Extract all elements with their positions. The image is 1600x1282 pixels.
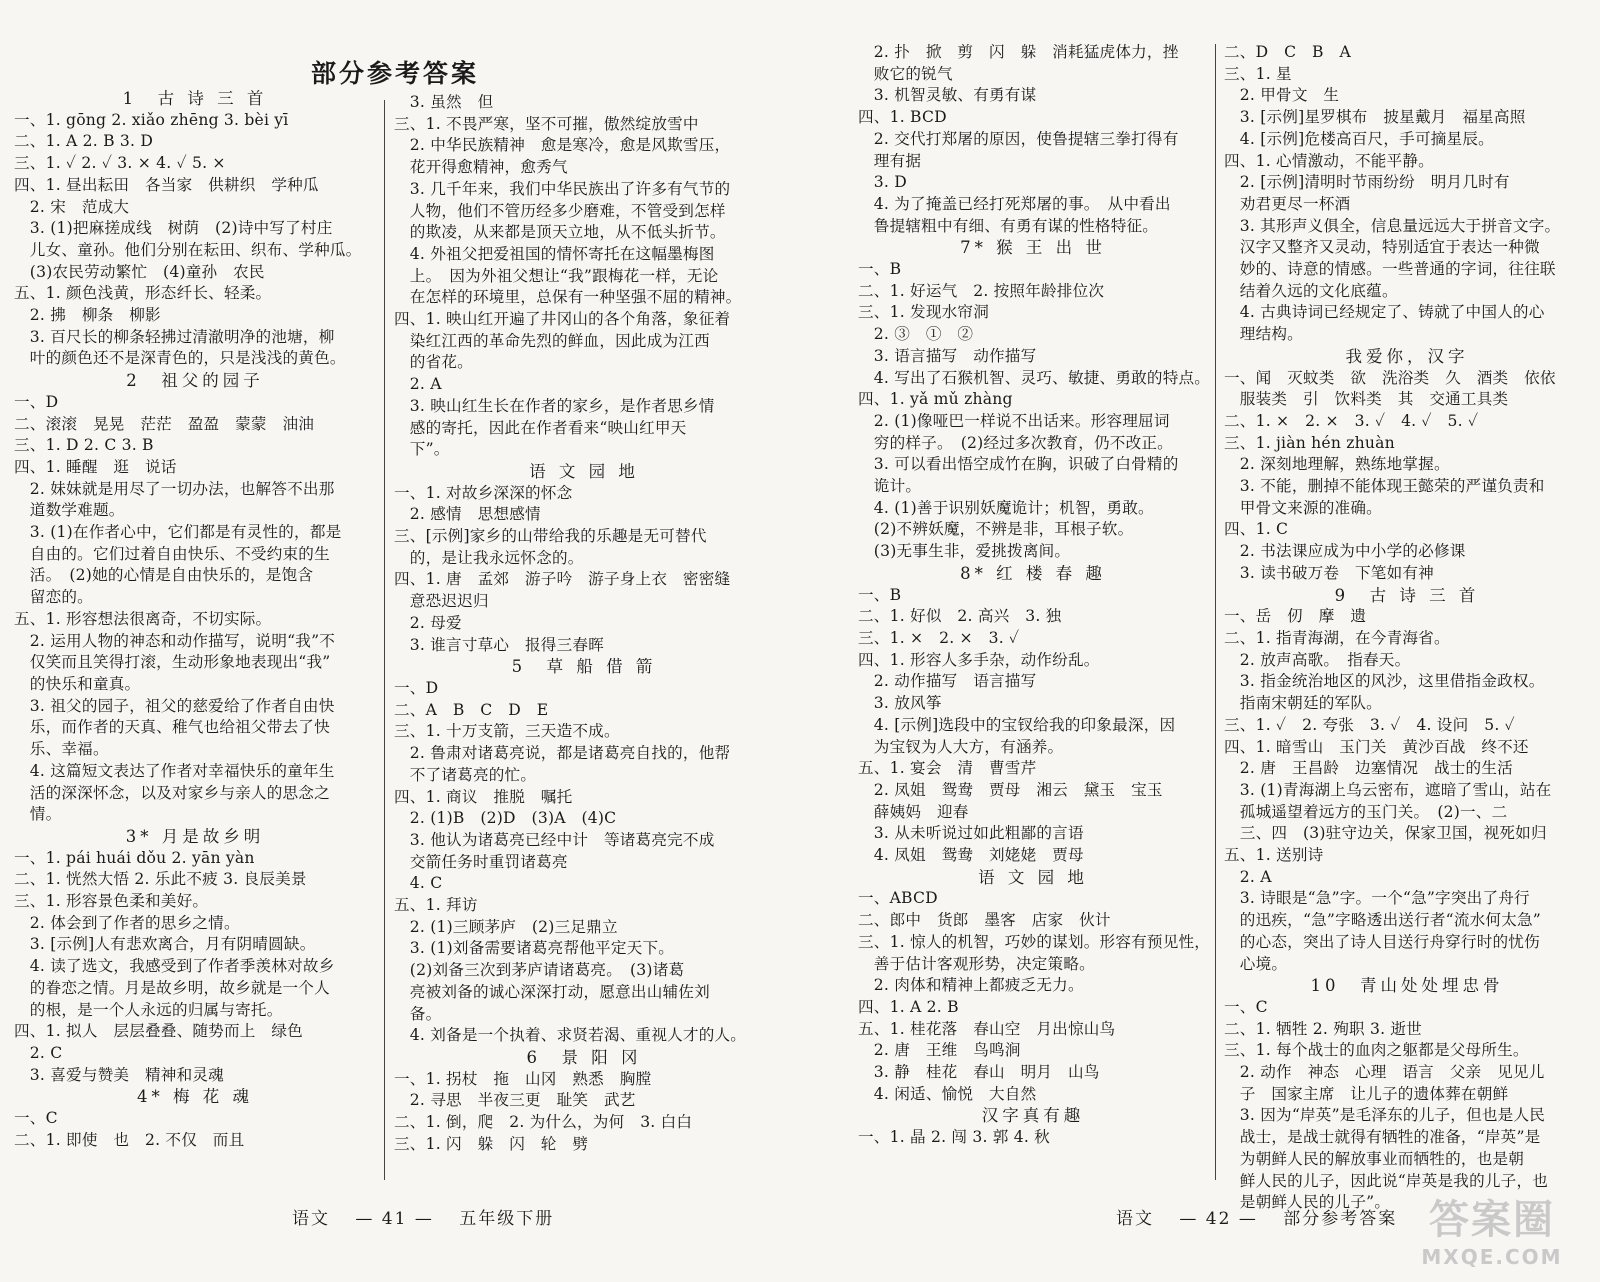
right-page [810, 0, 1600, 1282]
answer-line: 的欺凌，从来都是顶天立地，从不低头折节。 [394, 223, 726, 242]
answer-line: 3. 指金统治地区的风沙，这里借指金政权。 [1224, 672, 1545, 691]
answer-line: 服装类 引 饮料类 其 交通工具类 [1224, 390, 1509, 409]
answer-line: 3. 几千年来，我们中华民族出了许多有气节的 [394, 179, 731, 198]
answer-line: 2. 宋 范成大 [14, 197, 130, 216]
answer-line: 2. [示例]清明时节雨纷纷 明月几时有 [1224, 173, 1510, 192]
answer-line: 的省花。 [394, 353, 473, 372]
answer-line: 四、1. 暗雪山 玉门关 黄沙百战 终不还 [1224, 737, 1529, 756]
answer-line: 的根，是一个人永远的归属与寄托。 [14, 1000, 283, 1019]
section-heading: 4* 梅 花 魂 [137, 1087, 253, 1107]
answer-line: 四、1. 心情激动，不能平静。 [1224, 151, 1434, 170]
answer-line: 四、1. 昼出耘田 各当家 供耕织 学种瓜 [14, 175, 319, 194]
answer-line: 四、1. 商议 推脱 嘱托 [394, 787, 573, 806]
answer-line: 感的寄托，因此在作者看来“映山红甲天 [394, 418, 687, 437]
answer-line: 备。 [394, 1004, 442, 1023]
section-heading: 语 文 园 地 [978, 867, 1088, 887]
section-heading: 9 古 诗 三 首 [1334, 585, 1480, 605]
answer-line: 4. 刘备是一个执着、求贤若渴、重视人才的人。 [394, 1026, 747, 1045]
answer-line: 亮被刘备的诚心深深打动，愿意出山辅佐刘 [394, 982, 710, 1001]
answer-line: 的迅疾，“急”字略透出送行者“流水何太急” [1224, 911, 1541, 930]
answer-line: 3. [示例]星罗棋布 披星戴月 福星高照 [1224, 108, 1526, 127]
column-divider [384, 100, 385, 1180]
answer-line: 留恋的。 [14, 588, 93, 607]
answer-line: 3. (1)在作者心中，它们都是有灵性的，都是 [14, 523, 342, 542]
right-column-1 [858, 42, 1211, 1172]
watermark-url: MXQE.COM [1421, 1245, 1563, 1269]
answer-line: 四、1. C [1224, 520, 1289, 539]
answer-line: 三、1. 闪 躲 闪 轮 劈 [394, 1134, 589, 1153]
answer-line: 花开得愈精神，愈秀气 [394, 158, 568, 177]
footer-label: 部分参考答案 [1283, 1209, 1398, 1229]
answer-line: 三、1. 每个战士的血肉之躯都是父母所生。 [1224, 1041, 1529, 1060]
answer-line: 一、1. pái huái dǒu 2. yān yàn [14, 848, 255, 867]
answer-line: 理结构。 [1224, 325, 1303, 344]
answer-line: 战士，是战士就得有牺牲的准备，“岸英”是 [1224, 1128, 1541, 1147]
answer-line: 鲜人民的儿子，因此说“岸英是我的儿子，也 [1224, 1171, 1549, 1190]
answer-line: 3. 喜爱与赞美 精神和灵魂 [14, 1065, 224, 1084]
answer-line: 3. 谁言寸草心 报得三春晖 [394, 635, 604, 654]
answer-line: 四、1. 睡醒 逛 说话 [14, 457, 177, 476]
answer-line: 四、1. 拟人 层层叠叠、随势而上 绿色 [14, 1022, 303, 1041]
answer-line: 劝君更尽一杯酒 [1224, 194, 1351, 213]
answer-line: 2. 鲁肃对诸葛亮说，都是诸葛亮自找的，他帮 [394, 744, 731, 763]
answer-line: 2. 凤姐 鸳鸯 贾母 湘云 黛玉 宝玉 [858, 780, 1163, 799]
answer-line: 4. [示例]危楼高百尺，手可摘星辰。 [1224, 129, 1494, 148]
answer-line: 二、1. A 2. B 3. D [14, 132, 154, 151]
answer-line: 3. (1)把麻搓成线 树荫 (2)诗中写了村庄 [14, 219, 333, 238]
answer-line: 诡计。 [858, 477, 922, 496]
answer-line: 2. 唐 王昌龄 边塞情况 战士的生活 [1224, 759, 1513, 778]
answer-line: 4. 写出了石猴机智、灵巧、敏捷、勇敢的特点。 [858, 368, 1211, 387]
footer-left [292, 1204, 554, 1229]
answer-line: 妙的、诗意的情感。一些普通的字词，往往联 [1224, 260, 1556, 279]
answer-line: 2. 扑 掀 剪 闪 躲 消耗猛虎体力，挫 [858, 43, 1179, 61]
answer-line: 甲骨文来源的准确。 [1224, 498, 1382, 517]
section-heading: 3* 月是故乡明 [125, 826, 265, 846]
footer-subject: 语文 [1116, 1209, 1154, 1229]
answer-line: 道数学难题。 [14, 501, 125, 520]
answer-line: 2. 甲骨文 生 [1224, 86, 1340, 105]
answer-line: 为朝鲜人民的解放事业而牺牲的，也是朝 [1224, 1149, 1525, 1168]
answer-line: (3)无事生非，爱挑拨离间。 [858, 542, 1071, 561]
answer-line: 3. 放风筝 [858, 694, 942, 713]
answer-line: 一、ABCD [858, 889, 938, 908]
answer-line: 3. 其形声义俱全，信息量远远大于拼音文字。 [1224, 216, 1561, 235]
section-heading: 5 草 船 借 箭 [511, 657, 657, 677]
answer-line: 二、1. × 2. × 3. ✓ 4. ✓ 5. ✓ [1224, 411, 1479, 430]
answer-line: 一、D [394, 678, 439, 697]
answer-line: 2. 书法课应成为中小学的必修课 [1224, 542, 1466, 561]
answer-line: 3. 机智灵敏、有勇有谋 [858, 86, 1037, 105]
answer-line: 4. 为了掩盖已经打死郑屠的事。 从中看出 [858, 194, 1171, 213]
answer-line: 2. (1)B (2)D (3)A (4)C [394, 809, 617, 828]
answer-line: 染红江西的革命先烈的鲜血，因此成为江西 [394, 331, 710, 350]
answer-line: 善于估计客观形势，决定策略。 [858, 954, 1095, 973]
answer-line: 4. 这篇短文表达了作者对幸福快乐的童年生 [14, 761, 335, 780]
answer-line: 4. 凤姐 鸳鸯 刘姥姥 贾母 [858, 846, 1084, 865]
footer-right [1116, 1204, 1397, 1229]
answer-line: 2. A [1224, 867, 1272, 886]
answer-line: 4. 古典诗词已经规定了、铸就了中国人的心 [1224, 303, 1545, 322]
answer-line: 二、郎中 货郎 墨客 店家 伙计 [858, 911, 1111, 930]
answer-line: 一、D [14, 392, 59, 411]
answer-line: 心境。 [1224, 954, 1288, 973]
answer-line: 一、B [858, 260, 902, 279]
right-column-2 [1224, 42, 1590, 1212]
answer-line: 3. 从未听说过如此粗鄙的言语 [858, 824, 1084, 843]
answer-line: 结着久远的文化底蕴。 [1224, 281, 1398, 300]
answer-line: 2. 放声高歌。 指春天。 [1224, 650, 1411, 669]
answer-line: 2. 拂 柳条 柳影 [14, 306, 161, 325]
answer-line: 一、C [1224, 997, 1268, 1016]
answer-line: 三、1. ✓ 2. 夸张 3. ✓ 4. 设问 5. ✓ [1224, 715, 1515, 734]
answer-line: 四、1. yǎ mǔ zhàng [858, 390, 1013, 409]
footer-grade: 五年级下册 [459, 1209, 555, 1229]
answer-line: 三、1. ✓ 2. ✓ 3. × 4. ✓ 5. × [14, 154, 226, 173]
answer-line: 三、1. 不畏严寒，坚不可摧，傲然绽放雪中 [394, 114, 699, 133]
answer-line: 3. 可以看出悟空成竹在胸，识破了白骨精的 [858, 455, 1179, 474]
answer-line: 3. 读书破万卷 下笔如有神 [1224, 563, 1434, 582]
answer-line: 活的深深怀念，以及对家乡与亲人的思念之 [14, 783, 330, 802]
answer-line: 的，是让我永远怀念的。 [394, 548, 584, 567]
answer-line: 五、1. 拜访 [394, 896, 478, 915]
answer-line: 2. 深刻地理解，熟练地掌握。 [1224, 455, 1450, 474]
answer-line: 2. 寻思 半夜三更 耻笑 武艺 [394, 1091, 636, 1110]
answer-line: 败它的锐气 [858, 64, 953, 83]
answer-line: 2. 动作描写 语言描写 [858, 672, 1037, 691]
answer-line: 四、1. 唐 孟郊 游子吟 游子身上衣 密密缝 [394, 570, 731, 589]
answer-line: 3. 祖父的园子，祖父的慈爱给了作者自由快 [14, 696, 335, 715]
answer-line: 2. 唐 王维 鸟鸣涧 [858, 1041, 1021, 1060]
column-divider [1215, 44, 1216, 1180]
answer-line: 四、1. A 2. B [858, 997, 959, 1016]
answer-line: 是朝鲜人民的儿子”。 [1224, 1193, 1391, 1212]
answer-line: 3. 静 桂花 春山 明月 山鸟 [858, 1063, 1100, 1082]
answer-line: 二、1. 牺牲 2. 殉职 3. 逝世 [1224, 1019, 1422, 1038]
left-page [0, 0, 790, 1282]
section-heading: 7* 猴 王 出 世 [960, 238, 1106, 258]
answer-line: 一、1. 晶 2. 闯 3. 郭 4. 秋 [858, 1128, 1050, 1147]
answer-line: 一、C [14, 1109, 58, 1128]
answer-line: 三、1. jiàn hén zhuàn [1224, 433, 1395, 452]
section-heading: 我爱你，汉字 [1345, 346, 1469, 366]
answer-line: 三、1. 发现水帘洞 [858, 303, 989, 322]
answer-line: 3. 百尺长的柳条轻拂过清澈明净的池塘，柳 [14, 327, 335, 346]
answer-line: 2. C [14, 1043, 63, 1062]
answer-line: 三、1. 惊人的机智，巧妙的谋划。形容有预见性， [858, 932, 1211, 951]
answer-line: 五、1. 桂花落 春山空 月出惊山鸟 [858, 1019, 1116, 1038]
answer-line: 2. (1)像哑巴一样说不出话来。形容理屈词 [858, 411, 1170, 430]
answer-line: 子 国家主席 让儿子的遗体葬在朝鲜 [1224, 1084, 1509, 1103]
answer-line: 三、四 (3)驻守边关，保家卫国，视死如归 [1224, 824, 1547, 843]
answer-line: 3. (1)青海湖上乌云密布，遮暗了雪山，站在 [1224, 780, 1552, 799]
section-heading: 10 青山处处埋忠骨 [1310, 976, 1504, 996]
answer-line: 一、1. 对故乡深深的怀念 [394, 483, 573, 502]
answer-line: 四、1. 形容人多手杂，动作纷乱。 [858, 650, 1100, 669]
answer-line: 3. 因为“岸英”是毛泽东的儿子，但也是人民 [1224, 1106, 1546, 1125]
answer-line: 鲁提辖粗中有细、有勇有谋的性格特征。 [858, 216, 1159, 235]
answer-line: 2. 母爱 [394, 613, 462, 632]
answer-line: 2. 动作 神态 心理 语言 父亲 见见儿 [1224, 1063, 1545, 1082]
answer-line: 五、1. 送别诗 [1224, 846, 1324, 865]
answer-line: 三、1. 形容景色柔和美好。 [14, 892, 209, 911]
answer-line: 2. 运用人物的神态和动作描写，说明“我”不 [14, 631, 336, 650]
answer-line: 4. 闲适、愉悦 大自然 [858, 1084, 1037, 1103]
answer-line: 2. (1)三顾茅庐 (2)三足鼎立 [394, 917, 618, 936]
answer-line: 3. D [858, 173, 907, 192]
answer-line: 一、闻 灭蚊类 欲 洗浴类 久 酒类 依依 [1224, 368, 1556, 387]
answer-line: 穷的样子。 (2)经过多次教育，仍不改正。 [858, 433, 1173, 452]
answer-line: 汉字又整齐又灵动，特别适宜于表达一种微 [1224, 238, 1540, 257]
answer-line: 薛姨妈 迎春 [858, 802, 969, 821]
answer-line: 三、[示例]家乡的山带给我的乐趣是无可替代 [394, 527, 707, 546]
answer-line: 的心态，突出了诗人目送行舟穿行时的忧伤 [1224, 932, 1540, 951]
answer-line: 四、1. 映山红开遍了井冈山的各个角落，象征着 [394, 310, 731, 329]
watermark-logo [1404, 1196, 1580, 1278]
answer-line: 乐、幸福。 [14, 740, 109, 759]
answer-line: 3. [示例]人有悲欢离合，月有阴晴圆缺。 [14, 935, 316, 954]
answer-line: 一、1. 拐杖 拖 山冈 熟悉 胸膛 [394, 1069, 652, 1088]
answer-line: 理有据 [858, 151, 922, 170]
section-heading: 汉字真有趣 [981, 1106, 1085, 1126]
answer-line: 四、1. BCD [858, 108, 947, 127]
section-heading: 语 文 园 地 [529, 461, 639, 481]
answer-line: 二、A B C D E [394, 700, 549, 719]
answer-line: 一、1. gōng 2. xiǎo zhēng 3. bèi yī [14, 110, 289, 129]
answer-line: 3. (1)刘备需要诸葛亮帮他平定天下。 [394, 939, 675, 958]
answer-line: (2)不辨妖魔，不辨是非，耳根子软。 [858, 520, 1134, 539]
answer-line: 2. 体会到了作者的思乡之情。 [14, 913, 240, 932]
answer-line: 意恐迟迟归 [394, 592, 489, 611]
answer-line: 4. C [394, 874, 443, 893]
answer-line: 在怎样的环境里，总保有一种坚强不屈的精神。 [394, 288, 742, 307]
answer-line: 3. 虽然 但 [394, 93, 494, 111]
answer-line: 一、B [858, 585, 902, 604]
section-heading: 6 景 阳 冈 [526, 1047, 642, 1067]
answer-line: 二、滚滚 晃晃 茫茫 盈盈 蒙蒙 油油 [14, 414, 315, 433]
answer-line: 自由的。它们过着自由快乐、不受约束的生 [14, 544, 330, 563]
answer-line: 3. 映山红生长在作者的家乡，是作者思乡情 [394, 396, 715, 415]
answer-line: 乐，而作者的天真、稚气也给祖父带去了快 [14, 718, 330, 737]
answer-line: 4. (1)善于识别妖魔诡计；机智，勇敢。 [858, 498, 1154, 517]
answer-line: 3. 不能，删掉不能体现王懿荣的严谨负责和 [1224, 477, 1545, 496]
answer-line: 为宝钗为人大方，有涵养。 [858, 737, 1064, 756]
answer-line: 3. 语言描写 动作描写 [858, 346, 1037, 365]
answer-line: 一、岳 仞 摩 遗 [1224, 607, 1367, 626]
answer-line: 2. 交代打郑屠的原因，使鲁提辖三拳打得有 [858, 129, 1179, 148]
answer-line: 2. 妹妹就是用尽了一切办法，也解答不出那 [14, 479, 335, 498]
answer-line: 指南宋朝廷的军队。 [1224, 694, 1382, 713]
answer-line: 二、1. 即使 也 2. 不仅 而且 [14, 1130, 245, 1149]
page-title: 部分参考答案 [310, 59, 479, 88]
answer-line: 2. ③ ① ② [858, 325, 974, 344]
answer-line: 三、1. × 2. × 3. ✓ [858, 628, 1020, 647]
answer-line: 4. 外祖父把爱祖国的情怀寄托在这幅墨梅图 [394, 244, 715, 263]
footer-page-number: — 41 — [355, 1209, 434, 1229]
answer-line: 二、1. 倒，爬 2. 为什么，为何 3. 白白 [394, 1113, 693, 1132]
answer-line: 3. 他认为诸葛亮已经中计 等诸葛亮完不成 [394, 830, 715, 849]
answer-line: 不了诸葛亮的忙。 [394, 765, 537, 784]
answer-line: 五、1. 形容想法很离奇，不切实际。 [14, 609, 272, 628]
answer-line: 二、1. 好运气 2. 按照年龄排位次 [858, 281, 1105, 300]
answer-line: (3)农民劳动繁忙 (4)童孙 农民 [14, 262, 265, 281]
left-column-1 [14, 88, 376, 1173]
answer-line: 3. 诗眼是“急”字。一个“急”字突出了舟行 [1224, 889, 1530, 908]
answer-line: 三、1. 十万支箭，三天造不成。 [394, 722, 620, 741]
answer-line: 二、1. 指青海湖，在今青海省。 [1224, 628, 1450, 647]
answer-line: 2. 肉体和精神上都疲乏无力。 [858, 976, 1084, 995]
answer-line: 人物，他们不管历经多少磨难，不管受到怎样 [394, 201, 726, 220]
answer-line: 情。 [14, 805, 62, 824]
answer-line: 2. 感情 思想感情 [394, 505, 541, 524]
answer-line: 二、1. 好似 2. 高兴 3. 独 [858, 607, 1062, 626]
section-heading: 1 古 诗 三 首 [122, 89, 268, 108]
answer-line: 二、D C B A [1224, 43, 1351, 61]
answer-line: (2)刘备三次到茅庐请诸葛亮。 (3)诸葛 [394, 961, 685, 980]
answer-line: 交箭任务时重罚诸葛亮 [394, 852, 568, 871]
answer-line: 的眷恋之情。月是故乡明，故乡就是一个人 [14, 978, 330, 997]
answer-line: 五、1. 颜色浅黄，形态纤长、轻柔。 [14, 284, 272, 303]
answer-line: 三、1. D 2. C 3. B [14, 436, 154, 455]
section-heading: 2 祖父的园子 [126, 371, 264, 391]
answer-line: 仅笑而且笑得打滚，生动形象地表现出“我” [14, 653, 331, 672]
answer-line: 二、1. 恍然大悟 2. 乐此不疲 3. 良辰美景 [14, 870, 307, 889]
answer-line: 孤城遥望着远方的玉门关。 (2)一、二 [1224, 802, 1508, 821]
left-column-2 [394, 92, 774, 1177]
answer-line: 2. A [394, 375, 442, 394]
watermark-text: 答案圈 [1429, 1197, 1555, 1243]
answer-line: 4. 读了选文，我感受到了作者季羡林对故乡 [14, 957, 335, 976]
answer-line: 五、1. 宴会 清 曹雪芹 [858, 759, 1037, 778]
section-heading: 8* 红 楼 春 趣 [960, 563, 1106, 583]
answer-line: 叶的颜色还不是深青色的，只是浅浅的黄色。 [14, 349, 346, 368]
answer-line: 的快乐和童真。 [14, 674, 141, 693]
footer-page-number: — 42 — [1179, 1209, 1258, 1229]
footer-subject: 语文 [292, 1209, 330, 1229]
answer-line: 儿女、童孙。他们分别在耘田、织布、学种瓜。 [14, 240, 362, 259]
answer-line: 4. [示例]选段中的宝钗给我的印象最深，因 [858, 715, 1176, 734]
answer-line: 三、1. 星 [1224, 64, 1292, 83]
answer-line: 2. 中华民族精神 愈是寒冷，愈是风欺雪压， [394, 136, 731, 155]
answer-line: 活。 (2)她的心情是自由快乐的，是饱含 [14, 566, 314, 585]
answer-line: 上。 因为外祖父想让“我”跟梅花一样，无论 [394, 266, 719, 285]
answer-line: 下”。 [394, 440, 450, 459]
